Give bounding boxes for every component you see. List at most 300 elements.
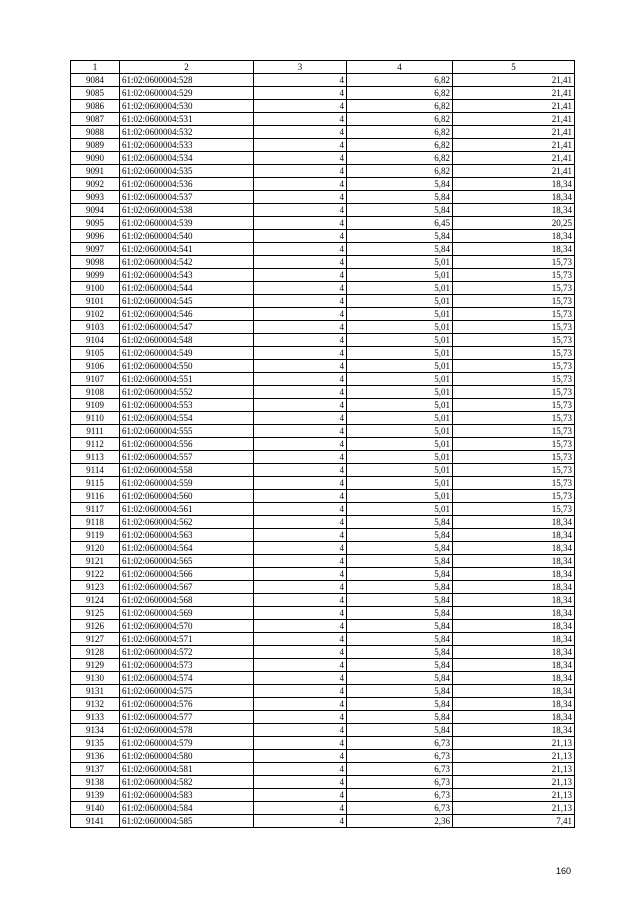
table-row: [71, 646, 575, 659]
table-cell-col5: 18,34: [453, 204, 575, 217]
table-cell-col5: 21,41: [453, 113, 575, 126]
table-cell-col4: 5,84: [347, 191, 453, 204]
table-cell-col4: 5,84: [347, 230, 453, 243]
table-row: [71, 74, 575, 87]
table-row: [71, 100, 575, 113]
table-cell-col1: 9093: [71, 191, 120, 204]
table-cell-col4: 5,01: [347, 399, 453, 412]
table-row: [71, 724, 575, 737]
table-cell-col4: 5,84: [347, 243, 453, 256]
table-cell-col1: 9109: [71, 399, 120, 412]
table-cell-col2: 61:02:0600004:579: [120, 737, 254, 750]
table-cell-col5: 21,13: [453, 802, 575, 815]
table-row: [71, 438, 575, 451]
table-cell-col4: 6,82: [347, 113, 453, 126]
table-cell-col5: 18,34: [453, 698, 575, 711]
table-cell-col1: 9085: [71, 87, 120, 100]
table-row: [71, 399, 575, 412]
table-cell-col1: 9119: [71, 529, 120, 542]
table-cell-col3: 4: [254, 451, 347, 464]
table-cell-col4: 5,01: [347, 464, 453, 477]
table-row: [71, 412, 575, 425]
data-table: [70, 60, 575, 828]
table-cell-col5: 21,41: [453, 126, 575, 139]
table-row: [71, 802, 575, 815]
table-cell-col1: 9088: [71, 126, 120, 139]
table-cell-col3: 4: [254, 412, 347, 425]
table-cell-col5: 18,34: [453, 685, 575, 698]
table-cell-col1: 9089: [71, 139, 120, 152]
table-cell-col2: 61:02:0600004:580: [120, 750, 254, 763]
table-cell-col2: 61:02:0600004:561: [120, 503, 254, 516]
table-cell-col5: 20,25: [453, 217, 575, 230]
table-cell-col2: 61:02:0600004:532: [120, 126, 254, 139]
table-cell-col3: 4: [254, 594, 347, 607]
table-cell-col1: 9086: [71, 100, 120, 113]
table-cell-col3: 4: [254, 217, 347, 230]
table-cell-col3: 4: [254, 139, 347, 152]
table-cell-col3: 4: [254, 802, 347, 815]
table-cell-col1: 9131: [71, 685, 120, 698]
table-cell-col3: 4: [254, 399, 347, 412]
table-cell-col1: 9101: [71, 295, 120, 308]
table-cell-col3: 4: [254, 737, 347, 750]
table-cell-col4: 5,01: [347, 360, 453, 373]
table-row: [71, 126, 575, 139]
table-cell-col2: 61:02:0600004:582: [120, 776, 254, 789]
table-cell-col2: 61:02:0600004:544: [120, 282, 254, 295]
table-cell-col3: 4: [254, 646, 347, 659]
table-cell-col4: 5,84: [347, 516, 453, 529]
table-cell-col1: 9127: [71, 633, 120, 646]
table-cell-col1: 9110: [71, 412, 120, 425]
table-cell-col5: 15,73: [453, 282, 575, 295]
table-cell-col3: 4: [254, 74, 347, 87]
table-cell-col2: 61:02:0600004:549: [120, 347, 254, 360]
table-cell-col4: 6,73: [347, 776, 453, 789]
table-cell-col5: 15,73: [453, 399, 575, 412]
table-cell-col3: 4: [254, 477, 347, 490]
table-cell-col1: 9139: [71, 789, 120, 802]
table-row: [71, 230, 575, 243]
table-cell-col3: 4: [254, 204, 347, 217]
table-cell-col2: 61:02:0600004:570: [120, 620, 254, 633]
table-cell-col1: 9105: [71, 347, 120, 360]
table-cell-col5: 18,34: [453, 594, 575, 607]
table-cell-col3: 4: [254, 750, 347, 763]
table-cell-col1: 9129: [71, 659, 120, 672]
table-cell-col2: 61:02:0600004:559: [120, 477, 254, 490]
table-cell-col3: 4: [254, 633, 347, 646]
table-cell-col1: 9118: [71, 516, 120, 529]
column-header-3: 3: [254, 61, 347, 74]
table-cell-col5: 15,73: [453, 308, 575, 321]
table-cell-col2: 61:02:0600004:541: [120, 243, 254, 256]
table-row: [71, 321, 575, 334]
table-cell-col5: 18,34: [453, 529, 575, 542]
table-cell-col3: 4: [254, 659, 347, 672]
table-cell-col5: 15,73: [453, 490, 575, 503]
table-cell-col3: 4: [254, 763, 347, 776]
table-cell-col4: 6,73: [347, 737, 453, 750]
table-cell-col4: 5,84: [347, 178, 453, 191]
table-cell-col2: 61:02:0600004:550: [120, 360, 254, 373]
table-cell-col2: 61:02:0600004:568: [120, 594, 254, 607]
table-cell-col3: 4: [254, 620, 347, 633]
table-cell-col5: 18,34: [453, 542, 575, 555]
table-row: [71, 516, 575, 529]
table-cell-col2: 61:02:0600004:555: [120, 425, 254, 438]
table-row: [71, 204, 575, 217]
table-cell-col1: 9133: [71, 711, 120, 724]
table-cell-col1: 9130: [71, 672, 120, 685]
table-row: [71, 243, 575, 256]
table-row: [71, 464, 575, 477]
table-cell-col3: 4: [254, 438, 347, 451]
table-cell-col3: 4: [254, 152, 347, 165]
table-cell-col5: 18,34: [453, 620, 575, 633]
table-cell-col5: 15,73: [453, 412, 575, 425]
table-cell-col1: 9097: [71, 243, 120, 256]
table-cell-col3: 4: [254, 607, 347, 620]
table-cell-col3: 4: [254, 191, 347, 204]
table-cell-col5: 18,34: [453, 646, 575, 659]
table-cell-col3: 4: [254, 672, 347, 685]
table-cell-col3: 4: [254, 490, 347, 503]
table-cell-col1: 9106: [71, 360, 120, 373]
table-cell-col4: 5,84: [347, 672, 453, 685]
table-cell-col3: 4: [254, 321, 347, 334]
table-cell-col1: 9114: [71, 464, 120, 477]
table-cell-col1: 9132: [71, 698, 120, 711]
table-cell-col4: 5,01: [347, 256, 453, 269]
table-cell-col2: 61:02:0600004:574: [120, 672, 254, 685]
table-cell-col5: 18,34: [453, 607, 575, 620]
table-cell-col4: 5,84: [347, 204, 453, 217]
table-cell-col4: 5,84: [347, 555, 453, 568]
table-cell-col2: 61:02:0600004:540: [120, 230, 254, 243]
table-row: [71, 581, 575, 594]
table-cell-col5: 18,34: [453, 711, 575, 724]
table-cell-col2: 61:02:0600004:531: [120, 113, 254, 126]
table-cell-col2: 61:02:0600004:565: [120, 555, 254, 568]
table-cell-col2: 61:02:0600004:537: [120, 191, 254, 204]
table-cell-col5: 18,34: [453, 672, 575, 685]
table-cell-col5: 15,73: [453, 334, 575, 347]
table-cell-col2: 61:02:0600004:528: [120, 74, 254, 87]
table-cell-col1: 9124: [71, 594, 120, 607]
table-cell-col3: 4: [254, 100, 347, 113]
table-row: [71, 789, 575, 802]
table-cell-col2: 61:02:0600004:548: [120, 334, 254, 347]
table-cell-col4: 6,82: [347, 139, 453, 152]
table-row: [71, 139, 575, 152]
table-cell-col4: 5,01: [347, 321, 453, 334]
table-cell-col3: 4: [254, 698, 347, 711]
table-cell-col3: 4: [254, 347, 347, 360]
column-header-5: 5: [453, 61, 575, 74]
table-cell-col3: 4: [254, 373, 347, 386]
table-cell-col3: 4: [254, 113, 347, 126]
table-cell-col5: 15,73: [453, 347, 575, 360]
table-cell-col3: 4: [254, 724, 347, 737]
table-cell-col2: 61:02:0600004:569: [120, 607, 254, 620]
table-cell-col4: 5,84: [347, 607, 453, 620]
table-cell-col4: 5,01: [347, 373, 453, 386]
table-cell-col1: 9096: [71, 230, 120, 243]
table-cell-col5: 18,34: [453, 659, 575, 672]
page-number: 160: [556, 866, 572, 876]
table-cell-col4: 6,82: [347, 100, 453, 113]
column-header-2: 2: [120, 61, 254, 74]
table-cell-col2: 61:02:0600004:546: [120, 308, 254, 321]
table-row: [71, 737, 575, 750]
table-cell-col2: 61:02:0600004:564: [120, 542, 254, 555]
table-cell-col2: 61:02:0600004:567: [120, 581, 254, 594]
table-row: [71, 620, 575, 633]
table-cell-col5: 18,34: [453, 568, 575, 581]
table-cell-col1: 9116: [71, 490, 120, 503]
table-row: [71, 256, 575, 269]
table-row: [71, 607, 575, 620]
table-cell-col5: 15,73: [453, 386, 575, 399]
table-cell-col1: 9113: [71, 451, 120, 464]
table-row: [71, 633, 575, 646]
table-cell-col2: 61:02:0600004:560: [120, 490, 254, 503]
table-cell-col5: 15,73: [453, 295, 575, 308]
table-cell-col5: 21,41: [453, 165, 575, 178]
table-cell-col1: 9087: [71, 113, 120, 126]
table-cell-col1: 9104: [71, 334, 120, 347]
table-cell-col1: 9092: [71, 178, 120, 191]
table-cell-col2: 61:02:0600004:573: [120, 659, 254, 672]
table-cell-col4: 5,01: [347, 490, 453, 503]
table-cell-col4: 5,84: [347, 646, 453, 659]
table-cell-col2: 61:02:0600004:539: [120, 217, 254, 230]
table-cell-col5: 15,73: [453, 464, 575, 477]
table-cell-col2: 61:02:0600004:578: [120, 724, 254, 737]
table-cell-col3: 4: [254, 386, 347, 399]
table-cell-col4: 5,01: [347, 308, 453, 321]
table-cell-col4: 5,84: [347, 620, 453, 633]
table-cell-col4: 6,73: [347, 789, 453, 802]
table-cell-col5: 18,34: [453, 581, 575, 594]
table-cell-col4: 5,01: [347, 451, 453, 464]
table-cell-col2: 61:02:0600004:554: [120, 412, 254, 425]
table-cell-col3: 4: [254, 334, 347, 347]
column-header-1: 1: [71, 61, 120, 74]
table-cell-col1: 9121: [71, 555, 120, 568]
table-cell-col5: 18,34: [453, 633, 575, 646]
table-cell-col5: 18,34: [453, 230, 575, 243]
table-cell-col5: 21,13: [453, 789, 575, 802]
table-cell-col5: 18,34: [453, 191, 575, 204]
table-cell-col4: 6,82: [347, 74, 453, 87]
table-cell-col2: 61:02:0600004:553: [120, 399, 254, 412]
table-cell-col4: 5,01: [347, 438, 453, 451]
table-row: [71, 750, 575, 763]
table-cell-col4: 5,84: [347, 581, 453, 594]
table-row: [71, 711, 575, 724]
table-cell-col3: 4: [254, 711, 347, 724]
table-cell-col5: 21,41: [453, 74, 575, 87]
table-cell-col5: 15,73: [453, 503, 575, 516]
table-row: [71, 347, 575, 360]
table-cell-col2: 61:02:0600004:562: [120, 516, 254, 529]
table-cell-col3: 4: [254, 282, 347, 295]
table-cell-col2: 61:02:0600004:551: [120, 373, 254, 386]
table-row: [71, 295, 575, 308]
table-cell-col3: 4: [254, 464, 347, 477]
table-row: [71, 191, 575, 204]
table-row: [71, 217, 575, 230]
table-cell-col5: 7,41: [453, 815, 575, 828]
table-row: [71, 776, 575, 789]
table-cell-col5: 15,73: [453, 360, 575, 373]
table-row: [71, 503, 575, 516]
table-cell-col4: 5,01: [347, 412, 453, 425]
table-cell-col3: 4: [254, 568, 347, 581]
table-cell-col3: 4: [254, 425, 347, 438]
table-row: [71, 113, 575, 126]
table-row: [71, 815, 575, 828]
table-cell-col3: 4: [254, 685, 347, 698]
table-cell-col1: 9126: [71, 620, 120, 633]
table-row: [71, 685, 575, 698]
table-cell-col2: 61:02:0600004:556: [120, 438, 254, 451]
table-cell-col4: 5,84: [347, 698, 453, 711]
table-cell-col4: 6,45: [347, 217, 453, 230]
table-cell-col1: 9094: [71, 204, 120, 217]
table-cell-col4: 5,84: [347, 568, 453, 581]
table-cell-col5: 21,41: [453, 100, 575, 113]
table-cell-col1: 9095: [71, 217, 120, 230]
table-row: [71, 555, 575, 568]
table-header: [71, 61, 575, 74]
table-cell-col3: 4: [254, 243, 347, 256]
table-cell-col2: 61:02:0600004:547: [120, 321, 254, 334]
table-cell-col4: 5,01: [347, 334, 453, 347]
table-row: [71, 542, 575, 555]
table-cell-col1: 9140: [71, 802, 120, 815]
table-cell-col5: 15,73: [453, 373, 575, 386]
table-row: [71, 477, 575, 490]
table-cell-col4: 5,01: [347, 386, 453, 399]
table-cell-col1: 9084: [71, 74, 120, 87]
table-cell-col3: 4: [254, 815, 347, 828]
table-cell-col2: 61:02:0600004:543: [120, 269, 254, 282]
table-cell-col2: 61:02:0600004:558: [120, 464, 254, 477]
table-cell-col5: 15,73: [453, 321, 575, 334]
table-cell-col2: 61:02:0600004:552: [120, 386, 254, 399]
table-cell-col1: 9108: [71, 386, 120, 399]
table-cell-col1: 9117: [71, 503, 120, 516]
table-cell-col2: 61:02:0600004:529: [120, 87, 254, 100]
table-cell-col5: 18,34: [453, 724, 575, 737]
table-cell-col5: 21,13: [453, 737, 575, 750]
table-cell-col5: 15,73: [453, 438, 575, 451]
table-cell-col3: 4: [254, 126, 347, 139]
table-cell-col2: 61:02:0600004:575: [120, 685, 254, 698]
table-cell-col1: 9122: [71, 568, 120, 581]
table-cell-col1: 9134: [71, 724, 120, 737]
table-row: [71, 373, 575, 386]
table-cell-col4: 6,82: [347, 165, 453, 178]
table-cell-col1: 9141: [71, 815, 120, 828]
table-cell-col5: 21,13: [453, 776, 575, 789]
table-cell-col3: 4: [254, 360, 347, 373]
table-cell-col5: 18,34: [453, 555, 575, 568]
table-cell-col2: 61:02:0600004:563: [120, 529, 254, 542]
table-cell-col1: 9125: [71, 607, 120, 620]
table-row: [71, 152, 575, 165]
table-row: [71, 334, 575, 347]
table-cell-col4: 6,82: [347, 126, 453, 139]
table-cell-col2: 61:02:0600004:585: [120, 815, 254, 828]
table-cell-col2: 61:02:0600004:534: [120, 152, 254, 165]
table-cell-col3: 4: [254, 165, 347, 178]
table-cell-col3: 4: [254, 256, 347, 269]
table-cell-col5: 21,41: [453, 139, 575, 152]
table-cell-col1: 9090: [71, 152, 120, 165]
table-cell-col4: 6,73: [347, 763, 453, 776]
table-cell-col1: 9098: [71, 256, 120, 269]
table-row: [71, 490, 575, 503]
table-cell-col3: 4: [254, 581, 347, 594]
table-cell-col2: 61:02:0600004:538: [120, 204, 254, 217]
table-cell-col4: 5,84: [347, 529, 453, 542]
table-cell-col5: 21,41: [453, 87, 575, 100]
table-row: [71, 165, 575, 178]
table-cell-col4: 5,01: [347, 425, 453, 438]
table-cell-col4: 2,36: [347, 815, 453, 828]
table-cell-col1: 9120: [71, 542, 120, 555]
table-cell-col1: 9099: [71, 269, 120, 282]
table-cell-col2: 61:02:0600004:583: [120, 789, 254, 802]
table-cell-col1: 9138: [71, 776, 120, 789]
table-cell-col3: 4: [254, 230, 347, 243]
table-row: [71, 425, 575, 438]
table-cell-col3: 4: [254, 542, 347, 555]
table-cell-col3: 4: [254, 529, 347, 542]
table-row: [71, 529, 575, 542]
table-cell-col1: 9091: [71, 165, 120, 178]
table-cell-col1: 9137: [71, 763, 120, 776]
table-cell-col5: 15,73: [453, 256, 575, 269]
table-cell-col5: 21,41: [453, 152, 575, 165]
table-cell-col1: 9123: [71, 581, 120, 594]
table-cell-col5: 15,73: [453, 451, 575, 464]
table-row: [71, 568, 575, 581]
table-cell-col1: 9100: [71, 282, 120, 295]
table-cell-col5: 18,34: [453, 243, 575, 256]
table-row: [71, 308, 575, 321]
table-cell-col1: 9115: [71, 477, 120, 490]
table-cell-col1: 9111: [71, 425, 120, 438]
table-cell-col2: 61:02:0600004:557: [120, 451, 254, 464]
table-cell-col5: 15,73: [453, 425, 575, 438]
table-cell-col3: 4: [254, 269, 347, 282]
table-cell-col5: 18,34: [453, 516, 575, 529]
table-row: [71, 594, 575, 607]
table-cell-col4: 5,01: [347, 269, 453, 282]
table-row: [71, 672, 575, 685]
table-body: [71, 74, 575, 828]
table-cell-col4: 5,84: [347, 659, 453, 672]
table-cell-col1: 9102: [71, 308, 120, 321]
table-cell-col4: 6,82: [347, 152, 453, 165]
table-cell-col3: 4: [254, 87, 347, 100]
